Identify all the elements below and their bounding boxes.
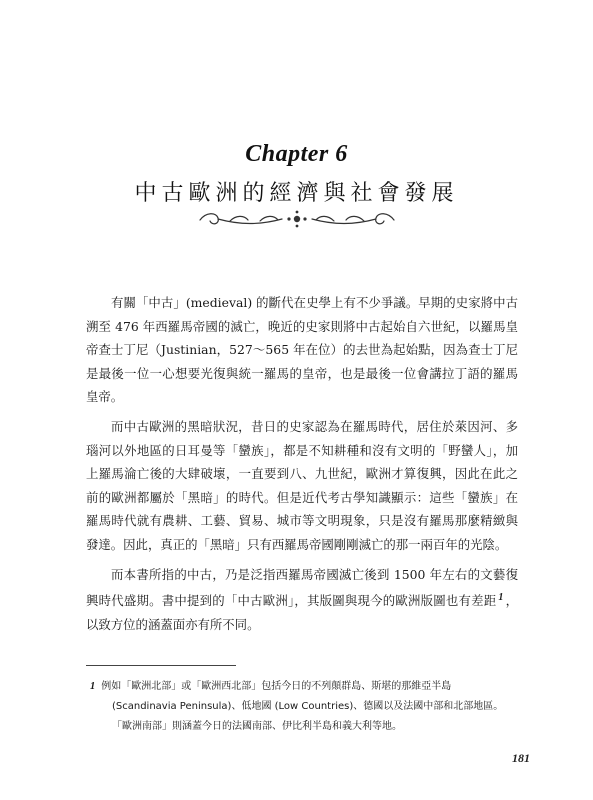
footnote-text-1: 例如「歐洲北部」或「歐洲西北部」包括今日的不列顛群島、斯堪的那維亞半島 xyxy=(101,681,452,692)
chapter-title: 中古歐洲的經濟與社會發展 xyxy=(134,181,459,206)
footnote xyxy=(90,677,518,737)
chapter-label: Chapter 6 xyxy=(245,141,348,167)
paragraph-3 xyxy=(86,563,518,637)
paragraph-3-text-b: ，以致方位的涵蓋面亦有所不同。 xyxy=(86,593,518,632)
main-text xyxy=(86,291,518,642)
paragraph-3-text-a: 而本書所指的中古，乃是泛指西羅馬帝國滅亡後到 1500 年左右的文藝復興時代盛期。書中提到的「中古歐洲」，其版圖與現今的歐洲版圖也有差距 xyxy=(86,566,518,609)
footnote-separator-line xyxy=(86,665,236,666)
footnote-line-1 xyxy=(90,677,518,697)
page-number: 181 xyxy=(512,751,530,765)
footnote-reference: 1 xyxy=(498,592,504,604)
paragraph-1: 有關「中古」(medieval) 的斷代在史學上有不少爭議。早期的史家將中古溯至 476 年西羅馬帝國的滅亡，晚近的史家則將中古起始自六世紀，以羅馬皇帝查士丁尼（Justinian，527～565 年在位）的去世為起始點，因為查士丁尼是最後一位一心想要光復與統一羅馬的皇帝，也是最後一位會講拉丁語的羅馬皇帝。 xyxy=(86,295,518,405)
paragraph-2: 而中古歐洲的黑暗狀況，昔日的史家認為在羅馬時代，居住於萊因河、多瑙河以外地區的日耳曼等「蠻族」，都是不知耕種和沒有文明的「野蠻人」，加上羅馬淪亡後的大肆破壞，一直要到八、九世紀，歐洲才算復興，因此在此之前的歐洲都屬於「黑暗」的時代。但是近代考古學知識顯示：這些「蠻族」在羅馬時代就有農耕、工藝、貿易、城市等文明現象，只是沒有羅馬那麼精緻與發達。因此，真正的「黑暗」只有西羅馬帝國剛剛滅亡的那一兩百年的光陰。 xyxy=(86,418,518,552)
footnote-line-2: (Scandinavia Peninsula)、低地國 (Low Countries)、德國以及法國中部和北部地區。 xyxy=(112,701,504,712)
footnote-line-3: 「歐洲南部」則涵蓋今日的法國南部、伊比利半島和義大利等地。 xyxy=(112,721,402,732)
decorative-divider-ornament xyxy=(190,204,404,234)
footnote-number: 1 xyxy=(90,681,96,692)
